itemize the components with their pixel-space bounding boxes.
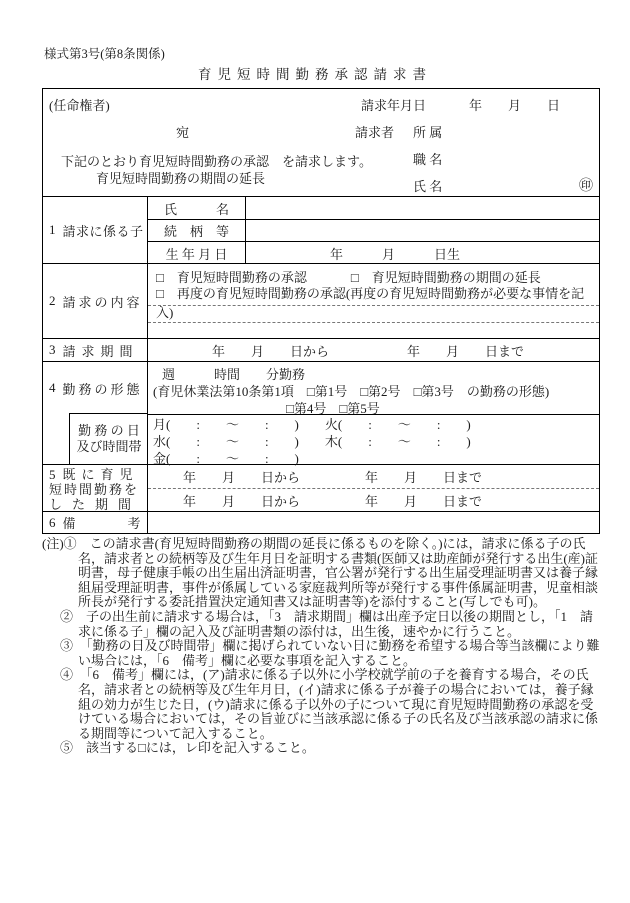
request-content-blank-line[interactable] (148, 322, 599, 339)
request-date-label: 請求年月日 (361, 98, 427, 113)
schedule-fri-field[interactable]: 金( : ～ : ) (153, 451, 299, 466)
row-number: 5 (49, 467, 56, 482)
law-reference-prefix: (育児休業法第10条第1項 (153, 384, 294, 399)
header-section (43, 89, 599, 196)
note-item-5: ⑤ 該当する□には，レ印を記入すること。 (60, 740, 315, 756)
weekly-hours-field[interactable]: 週 時間 分勤務 (162, 367, 306, 382)
requester-label: 請求者 (355, 125, 395, 140)
row-request-content (43, 263, 599, 338)
request-statement-line2: 育児短時間勤務の期間の延長 (96, 171, 266, 186)
previous-period-field-2[interactable]: 年 月 日から 年 月 日まで (148, 488, 599, 512)
child-relation-field[interactable] (246, 220, 599, 241)
form-number: 様式第3号(第8条関係) (44, 47, 165, 61)
row-previous-periods-label: 5 既に育児 短時間勤務を した期間 (43, 465, 148, 511)
appointing-authority-label: (任命権者) (49, 98, 110, 113)
row-number: 4 (49, 380, 56, 395)
row-request-period (43, 338, 599, 361)
row-number: 1 (49, 222, 56, 237)
row-number: 6 (49, 514, 56, 530)
row-work-form-label: 4 勤務の形態 勤 務 の 日 及び時間帯 (43, 362, 148, 464)
notes-section (42, 537, 604, 756)
child-name-label: 氏 名 (148, 197, 246, 219)
position-label: 職 名 (413, 152, 443, 167)
note-item-3: ③ 「勤務の日及び時間帯」欄に掲げられていない日に勤務を希望する場合等当該欄により難い場合には，「6 備考」欄に必要な事項を記入すること。 (60, 638, 600, 668)
schedule-mon-tue-field[interactable]: 月( : ～ : ) 火( : ～ : ) (153, 417, 471, 432)
checkbox-item5[interactable]: □第5号 (339, 401, 380, 416)
checkbox-extension[interactable]: □ 育児短時間勤務の期間の延長 (350, 270, 541, 285)
row-child (43, 196, 599, 263)
note-item-2: ② 子の出生前に請求する場合は，「3 請求期間」欄は出産予定日以後の期間とし，「1 請求に係る子」欄の記入及び証明書類の添付は，出生後，速やかに行うこと。 (60, 608, 594, 639)
checkbox-item3[interactable]: □第3号 (413, 384, 454, 399)
affiliation-label: 所 属 (413, 125, 443, 140)
row-number: 3 (49, 342, 56, 357)
form-title: 育児短時間勤務承認請求書 (198, 67, 432, 82)
row-number: 2 (49, 293, 56, 308)
work-days-hours-label: 勤 務 の 日 及び時間帯 (69, 413, 148, 464)
checkbox-approval[interactable]: □ 育児短時間勤務の承認 (156, 270, 307, 285)
checkbox-re-approval[interactable]: □ 再度の育児短時間勤務の承認(再度の育児短時間勤務が必要な事情を記入) (156, 286, 585, 320)
request-date-field[interactable]: 年 月 日 (469, 98, 561, 113)
row-work-form (43, 361, 599, 464)
request-content-blank-line[interactable] (148, 305, 599, 322)
child-birthdate-field[interactable]: 年 月 日生 (330, 246, 461, 262)
checkbox-item2[interactable]: □第2号 (360, 384, 401, 399)
checkbox-item4[interactable]: □第4号 (286, 401, 327, 416)
row-remarks-label: 6 備 考 (43, 512, 148, 533)
row-remarks (43, 511, 599, 533)
law-reference-suffix: の勤務の形態) (466, 384, 550, 399)
child-birthdate-label: 生 年 月 日 (148, 242, 246, 264)
previous-period-field-1[interactable]: 年 月 日から 年 月 日まで (183, 470, 483, 485)
row-request-period-label: 3 請求期間 (43, 339, 148, 361)
seal-mark-icon: ㊞ (579, 179, 593, 194)
name-label: 氏 名 (413, 179, 443, 194)
schedule-wed-thu-field[interactable]: 水( : ～ : ) 木( : ～ : ) (153, 434, 471, 449)
checkbox-item1[interactable]: □第1号 (306, 384, 348, 399)
row-request-content-label: 2 請求の内容 (43, 264, 148, 338)
form-table (42, 88, 600, 534)
child-name-field[interactable] (246, 197, 599, 219)
addressee-label: 宛 (176, 125, 190, 140)
request-period-field[interactable]: 年 月 日から 年 月 日まで (212, 343, 525, 359)
note-item-1: (注)① この請求書(育児短時間勤務の期間の延長に係るものを除く。)には，請求に係る子の氏名，請求者との続柄等及び生年月日を証明する書類(医師又は助産師が発行する出生(産)証明書，母子健康手帳の出生届出済証明書，官公署が発行する出生届受理証明書又は養子縁組届受理証明書，事件が係属している家庭裁判所等が発行する事件係属証明書，児童相談所長が発行する委託措置決定通知書又は証明書等)を添付すること(写しでも可)。 (42, 536, 599, 610)
request-statement-line1: 下記のとおり育児短時間勤務の承認 を請求します。 (61, 154, 372, 169)
child-relation-label: 続 柄 等 (148, 220, 246, 241)
remarks-field[interactable] (148, 512, 599, 533)
row-previous-periods (43, 464, 599, 511)
note-item-4: ④ 「6 備考」欄には，(ア)請求に係る子以外に小学校就学前の子を養育する場合，その氏名，請求者との続柄等及び生年月日，(イ)請求に係る子が養子の場合においては，養子縁組の効力が生じた日，(ウ)請求に係る子以外の子について現に育児短時間勤務の承認を受けている場合においては，その旨並びに当該承認に係る子の氏名及び当該承認の請求に係る期間等について記入すること。 (60, 667, 599, 741)
row-child-label: 1 請求に係る子 (43, 197, 148, 263)
